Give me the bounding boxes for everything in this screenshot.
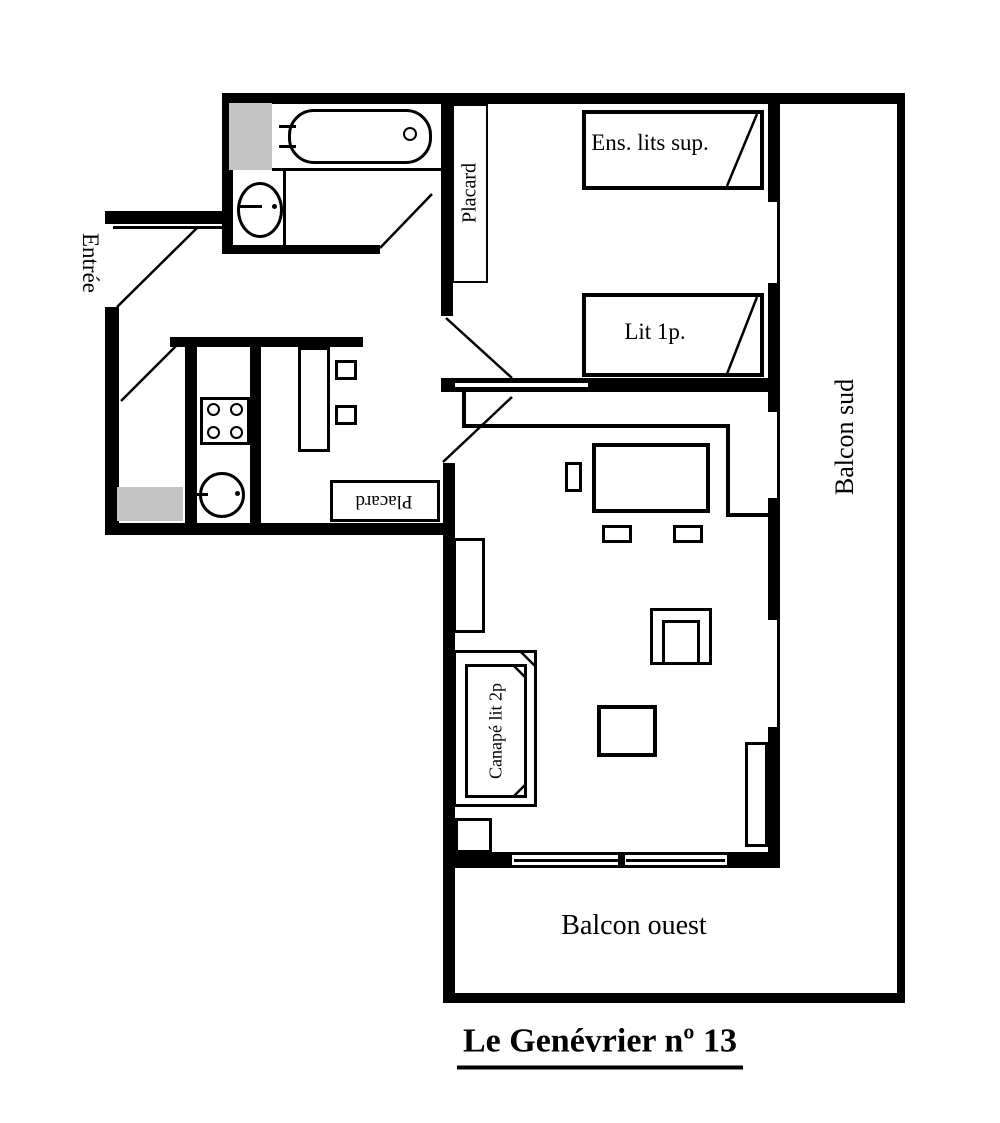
balcon-sud-label: Balcon sud xyxy=(830,378,859,496)
wall-kitchen-right xyxy=(250,347,261,535)
bathroom-partition-line xyxy=(283,170,286,253)
bathtub-drain xyxy=(403,127,417,141)
bunk-bed-label: Ens. lits sup. xyxy=(591,130,709,155)
sofa-bed-label: Canapé lit 2p xyxy=(485,683,506,779)
door-swing-bathroom xyxy=(380,194,432,248)
wall-kitchen-top xyxy=(170,337,363,347)
armchair-seat xyxy=(662,620,700,663)
bench-line-v2 xyxy=(726,424,730,517)
entree-label: Entrée xyxy=(78,232,103,294)
burner xyxy=(207,426,220,439)
balcon-ouest-label: Balcon ouest xyxy=(561,910,707,941)
wall-corridor-top xyxy=(105,211,223,224)
wall-kitchen-left xyxy=(185,337,197,535)
shelf-unit xyxy=(453,538,485,633)
sink-faucet-line xyxy=(194,493,208,496)
door-swing-bedroom xyxy=(446,318,512,378)
door-swing-closet xyxy=(121,345,177,401)
bedroom-placard-label: Placard xyxy=(458,163,481,223)
toilet xyxy=(237,182,283,238)
living-window-east-1 xyxy=(768,412,777,498)
dining-table xyxy=(592,443,710,513)
bathtub-faucet-tick-1 xyxy=(279,125,296,128)
bar-stool-1 xyxy=(335,360,357,380)
kitchen-bar-counter xyxy=(298,347,330,452)
wall-balcony-bottom xyxy=(443,993,905,1003)
living-window-east-2 xyxy=(768,620,777,727)
wall-kitchen-bottom xyxy=(105,523,455,535)
wall-cabinet xyxy=(745,742,768,847)
dining-chair-2 xyxy=(673,525,703,543)
bench-line-v1 xyxy=(462,392,466,427)
bar-stool-2 xyxy=(335,405,357,425)
sliding-door-glass-1 xyxy=(514,859,618,862)
toilet-line xyxy=(238,205,262,208)
coffee-table xyxy=(597,705,657,757)
bench-line-h1 xyxy=(462,424,730,428)
door-swing-living xyxy=(443,397,512,462)
door-leaf-entry xyxy=(113,226,223,229)
stove xyxy=(200,397,250,445)
door-leaf-bedroom xyxy=(455,383,588,387)
dining-chair-left xyxy=(565,462,582,492)
toilet-dot xyxy=(272,204,277,209)
door-swing-entry xyxy=(117,228,197,307)
sliding-door-glass-2 xyxy=(626,859,725,862)
wall-top xyxy=(222,93,905,104)
wall-balcony-right xyxy=(897,93,905,1003)
burner xyxy=(230,426,243,439)
burner xyxy=(230,403,243,416)
plan-title: Le Genévrier nº 13 xyxy=(457,1023,743,1070)
shaft-entry xyxy=(117,487,183,521)
shaft-bathroom xyxy=(229,103,272,170)
bathtub-faucet-tick-2 xyxy=(279,145,296,148)
kitchen-placard-label: Placard xyxy=(355,491,413,512)
sliding-door-divider xyxy=(618,855,625,865)
sink-dot xyxy=(235,491,240,496)
bathroom-counter-line xyxy=(272,168,443,171)
single-bed-label: Lit 1p. xyxy=(624,319,686,344)
wall-bath-bottom xyxy=(222,245,380,254)
bedroom-window xyxy=(768,202,777,283)
side-table xyxy=(455,818,492,853)
bench-line-h2 xyxy=(726,513,770,517)
burner xyxy=(207,403,220,416)
dining-chair-1 xyxy=(602,525,632,543)
